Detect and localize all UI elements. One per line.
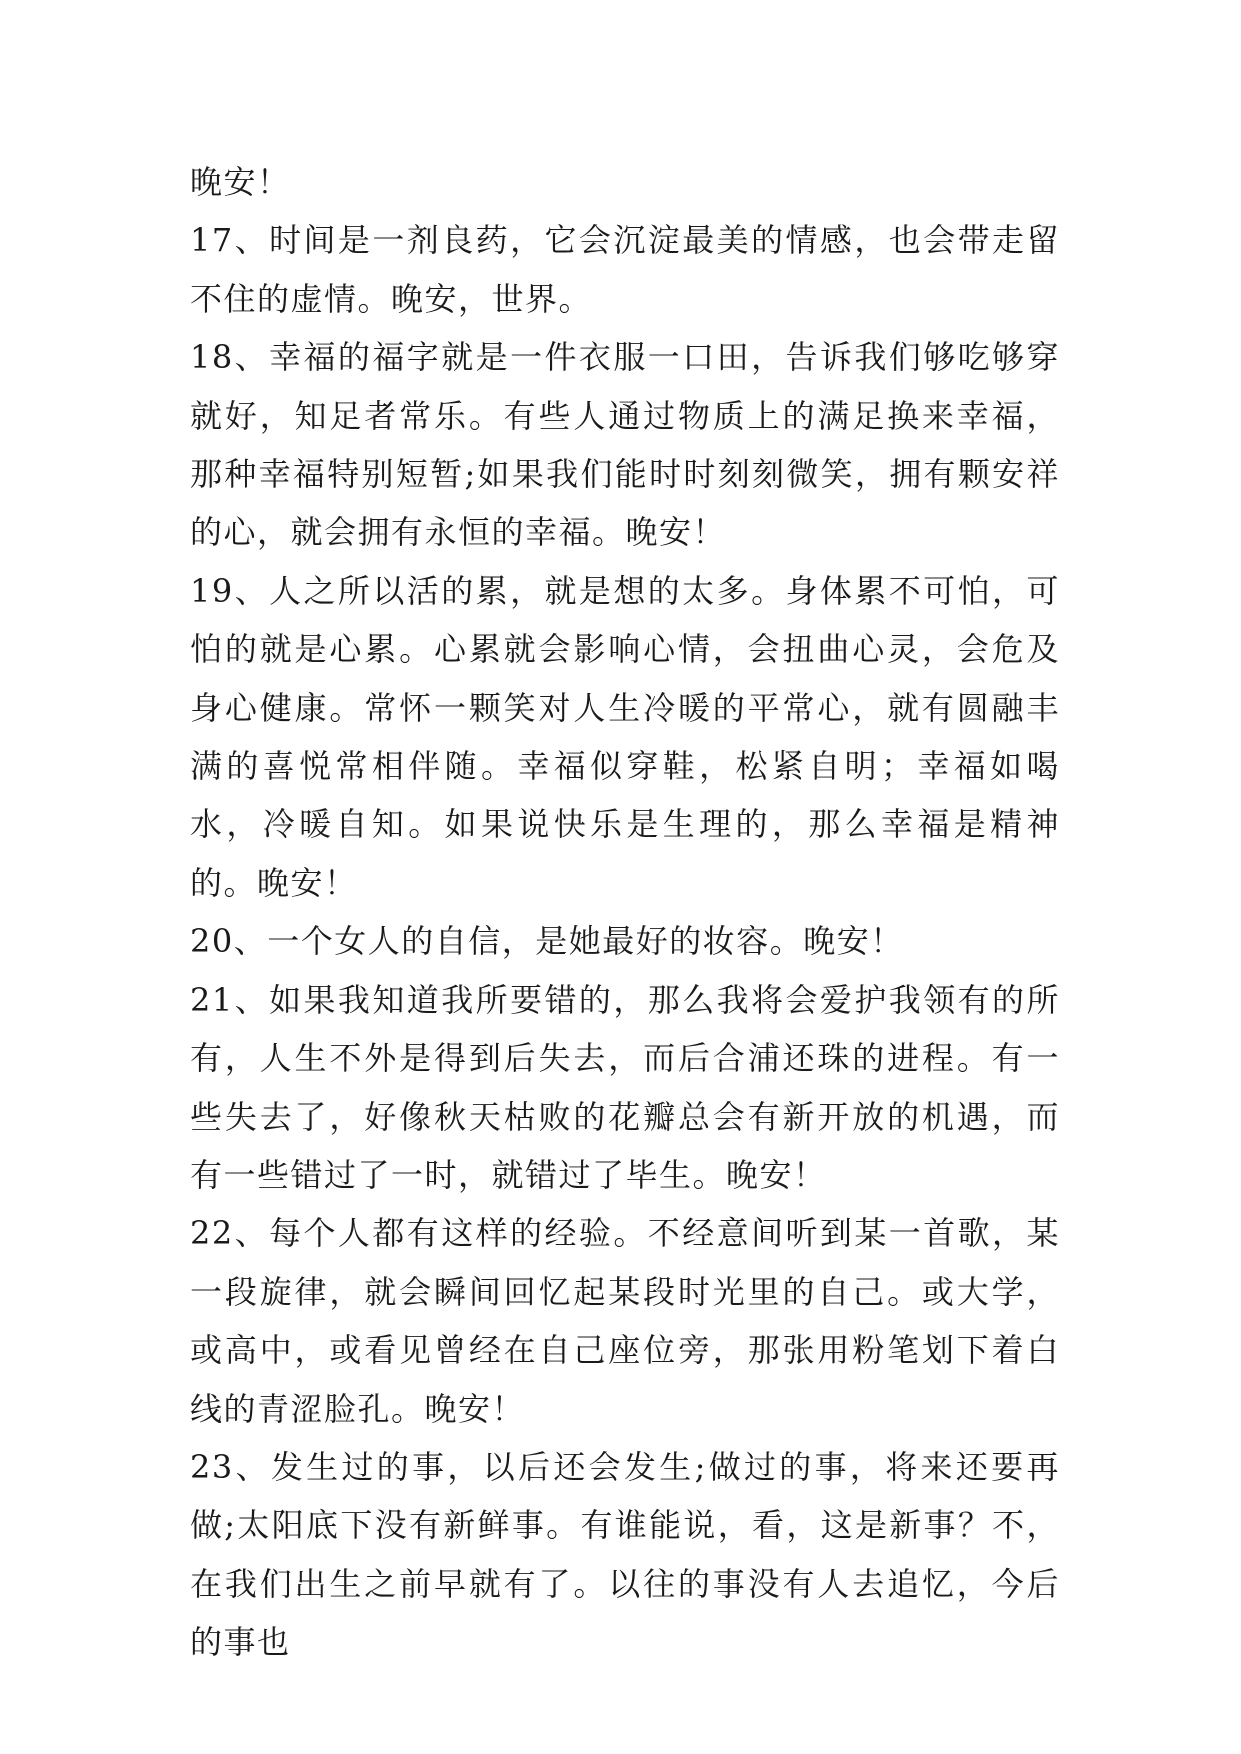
paragraph-22: 22、每个人都有这样的经验。不经意间听到某一首歌，某一段旋律，就会瞬间回忆起某段时光里的自己。或大学，或高中，或看见曾经在自己座位旁，那张用粉笔划下着白线的青涩脸孔。晚安！ xyxy=(190,1214,1060,1428)
document-body xyxy=(190,153,1060,1672)
paragraph-17: 17、时间是一剂良药，它会沉淀最美的情感，也会带走留不住的虚情。晚安，世界。 xyxy=(190,221,1060,318)
paragraph-19: 19、人之所以活的累，就是想的太多。身体累不可怕，可怕的就是心累。心累就会影响心情，会扭曲心灵，会危及身心健康。常怀一颗笑对人生冷暖的平常心，就有圆融丰满的喜悦常相伴随。幸福似穿鞋，松紧自明；幸福如喝水，冷暖自知。如果说快乐是生理的，那么幸福是精神的。晚安！ xyxy=(190,571,1060,902)
paragraph-21: 21、如果我知道我所要错的，那么我将会爱护我领有的所有，人生不外是得到后失去，而后合浦还珠的进程。有一些失去了，好像秋天枯败的花瓣总会有新开放的机遇，而有一些错过了一时，就错过了毕生。晚安！ xyxy=(190,980,1060,1194)
paragraph-closing-fragment: 晚安！ xyxy=(190,163,291,201)
paragraph-23: 23、发生过的事，以后还会发生;做过的事，将来还要再做;太阳底下没有新鲜事。有谁能说，看，这是新事？不，在我们出生之前早就有了。以往的事没有人去追忆，今后的事也 xyxy=(190,1447,1060,1662)
paragraph-18: 18、幸福的福字就是一件衣服一口田，告诉我们够吃够穿就好，知足者常乐。有些人通过物质上的满足换来幸福，那种幸福特别短暂;如果我们能时时刻刻微笑，拥有颗安祥的心，就会拥有永恒的幸福。晚安！ xyxy=(190,338,1060,552)
paragraph-20: 20、一个女人的自信，是她最好的妆容。晚安！ xyxy=(190,922,904,961)
